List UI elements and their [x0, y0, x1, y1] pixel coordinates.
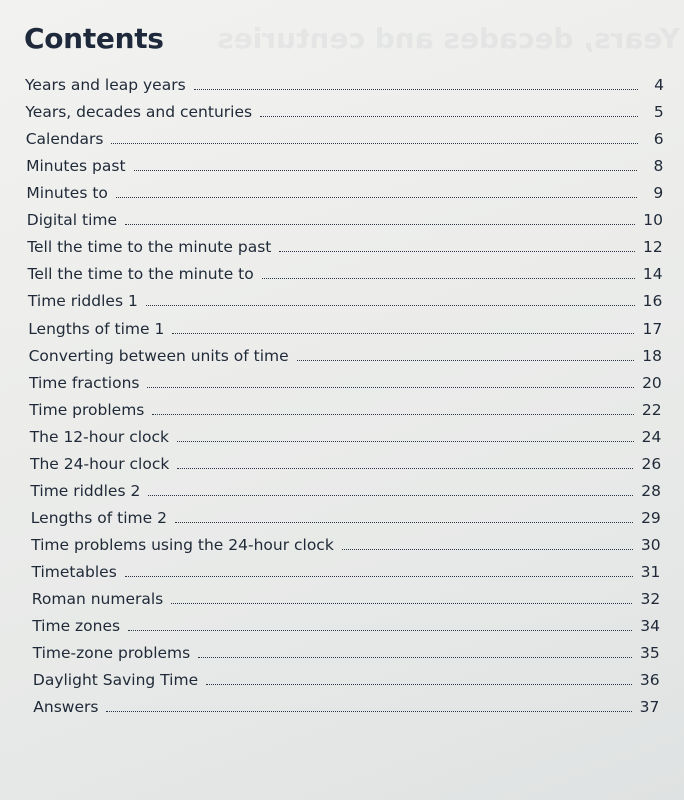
toc-entry-page-number: 6	[653, 130, 664, 149]
dot-leader	[128, 630, 632, 631]
toc-entry-page-number: 24	[641, 427, 662, 446]
toc-entry-title: Calendars	[25, 130, 104, 149]
toc-entry-page-number: 18	[642, 346, 662, 365]
toc-entry-page-number: 26	[641, 454, 662, 473]
toc-entry-title: Years and leap years	[25, 76, 186, 94]
toc-entry	[30, 452, 661, 474]
dot-leader	[260, 116, 638, 117]
toc-entry-page-number: 35	[640, 644, 660, 663]
dot-leader	[177, 441, 634, 442]
dot-leader	[116, 197, 637, 198]
dot-leader	[194, 89, 638, 90]
toc-entry-title: Years, decades and centuries	[25, 103, 253, 121]
toc-entry	[32, 614, 660, 636]
dot-leader	[134, 170, 638, 171]
dot-leader	[172, 333, 634, 334]
toc-entry	[31, 533, 661, 555]
toc-entry-page-number: 29	[641, 508, 661, 527]
toc-entry	[27, 208, 663, 230]
dot-leader	[297, 360, 635, 361]
toc-entry-page-number: 17	[642, 319, 663, 338]
toc-entry	[25, 73, 664, 95]
toc-entry-title: Digital time	[26, 211, 118, 230]
dot-leader	[111, 143, 637, 144]
toc-entry-title: Time-zone problems	[32, 644, 191, 663]
toc-entry-title: Time problems	[29, 400, 145, 419]
toc-entry-page-number: 12	[643, 238, 663, 257]
toc-entry-title: Time problems using the 24-hour clock	[31, 535, 334, 554]
toc-entry	[32, 560, 661, 582]
toc-entry-page-number: 32	[640, 590, 661, 608]
dot-leader	[147, 387, 634, 388]
dot-leader	[206, 684, 632, 685]
toc-entry	[26, 154, 663, 176]
toc-entry	[27, 235, 663, 257]
dot-leader	[106, 711, 631, 712]
toc-entry-title: Converting between units of time	[28, 346, 289, 365]
toc-entry-title: Answers	[33, 698, 99, 717]
dot-leader	[177, 468, 633, 469]
dot-leader	[175, 522, 633, 523]
toc-entry-title: The 24-hour clock	[30, 454, 170, 473]
toc-entry-title: Minutes past	[26, 157, 126, 176]
toc-entry-page-number: 9	[653, 184, 664, 203]
toc-entry	[30, 479, 661, 501]
toc-entry-title: Lengths of time 2	[30, 508, 167, 527]
toc-entry-page-number: 30	[640, 535, 661, 554]
toc-entry	[31, 506, 661, 528]
toc-entry-page-number: 37	[639, 698, 660, 717]
toc-entry-page-number: 4	[654, 76, 664, 94]
toc-entry	[26, 181, 663, 203]
toc-entry-title: Time zones	[32, 617, 121, 635]
toc-entry-page-number: 5	[653, 103, 664, 121]
toc-entry	[28, 262, 663, 284]
toc-entry	[28, 317, 662, 339]
toc-entry-page-number: 20	[642, 373, 662, 392]
page-title: Contents	[24, 22, 164, 55]
toc-entry	[32, 587, 660, 609]
dot-leader	[125, 576, 633, 577]
dot-leader	[198, 657, 632, 658]
toc-entry-title: Tell the time to the minute past	[27, 238, 272, 257]
toc-entry-page-number: 28	[641, 481, 661, 500]
dot-leader	[279, 251, 635, 252]
toc-entry-page-number: 8	[653, 157, 664, 176]
toc-entry-page-number: 31	[640, 562, 661, 581]
dot-leader	[146, 305, 635, 306]
dot-leader	[342, 549, 633, 550]
toc-entry-page-number: 36	[639, 671, 660, 690]
toc-entry-page-number: 16	[642, 292, 663, 311]
show-through-text: Years, decades and centuries	[217, 22, 680, 55]
toc-entry	[29, 398, 661, 420]
toc-entry	[26, 127, 664, 149]
toc-entry	[33, 668, 660, 690]
toc-entry-page-number: 10	[643, 211, 663, 230]
toc-entry-page-number: 34	[640, 617, 660, 635]
toc-entry-title: Daylight Saving Time	[32, 671, 199, 690]
dot-leader	[125, 224, 635, 225]
toc-entry-title: Timetables	[31, 562, 117, 581]
toc-entry	[28, 289, 663, 311]
toc-entry-title: Tell the time to the minute to	[27, 265, 254, 284]
toc-entry	[30, 425, 662, 447]
toc-entry-title: Roman numerals	[31, 590, 164, 608]
toc-entry-title: The 12-hour clock	[29, 427, 169, 446]
toc-entry	[29, 344, 662, 366]
toc-entry-title: Time fractions	[29, 373, 140, 392]
toc-entry	[33, 695, 659, 717]
dot-leader	[148, 495, 633, 496]
toc-entry-title: Time riddles 2	[30, 481, 141, 500]
dot-leader	[152, 414, 633, 415]
toc-entry	[29, 371, 662, 393]
toc-entry-title: Time riddles 1	[27, 292, 138, 311]
toc-entry	[25, 100, 663, 122]
dot-leader	[171, 603, 632, 604]
toc-entry-page-number: 22	[641, 400, 662, 419]
toc-entry	[33, 641, 660, 663]
toc-entry-page-number: 14	[642, 265, 663, 284]
toc-entry-title: Minutes to	[26, 184, 108, 203]
dot-leader	[262, 278, 635, 279]
toc-entry-title: Lengths of time 1	[28, 319, 165, 338]
